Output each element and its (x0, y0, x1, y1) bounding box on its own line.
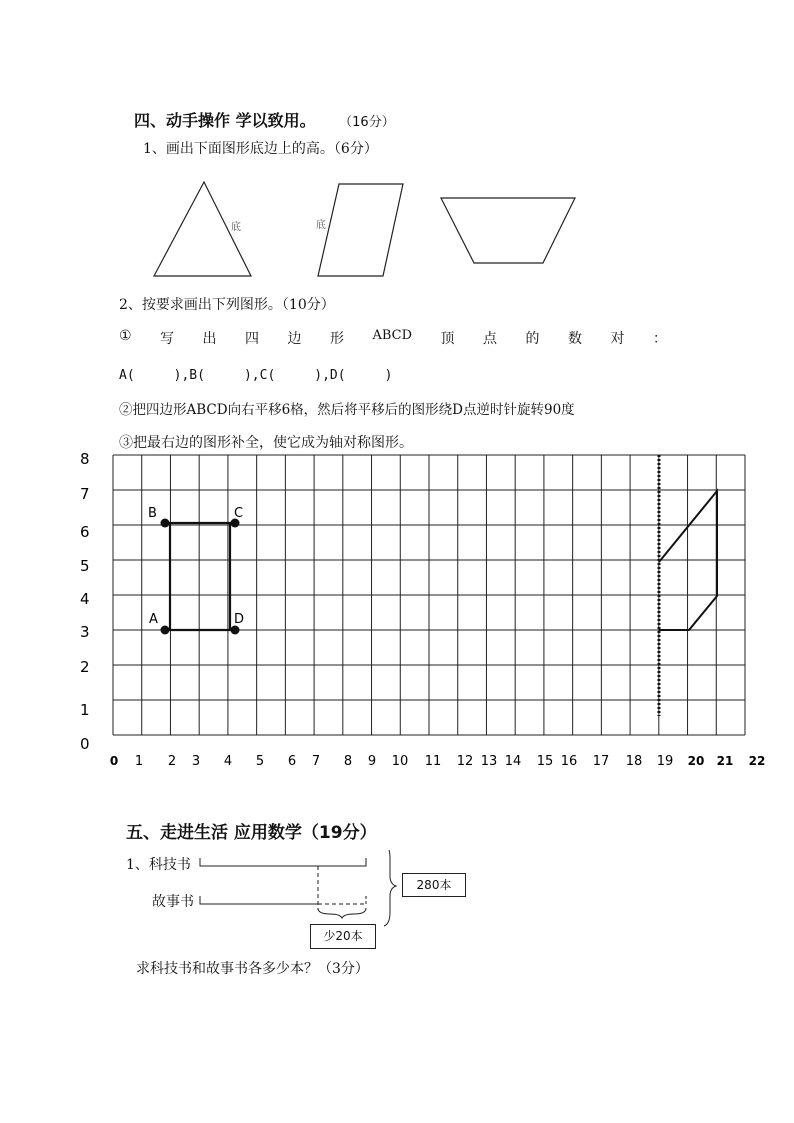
vertex-label-b: B (148, 506, 157, 521)
y-axis-label: 3 (80, 623, 90, 641)
total-brace (384, 850, 396, 926)
x-axis-label: 3 (191, 754, 201, 769)
section-4-title (134, 108, 395, 131)
coordinate-grid (0, 445, 794, 775)
section-4-title-text: 四、动手操作 学以致用。 (134, 111, 316, 130)
vertex-point (161, 519, 170, 528)
question-2-1-char: 数 (567, 331, 582, 347)
question-2-1-char: 形 (329, 331, 344, 347)
question-2: 2、按要求画出下列图形。（10分） (119, 297, 335, 313)
x-axis-label: 15 (536, 754, 554, 769)
x-axis-label: 16 (560, 754, 578, 769)
y-axis-label: 6 (80, 523, 90, 541)
x-axis-label: 20 (687, 754, 705, 768)
y-axis-label: 8 (80, 450, 90, 468)
x-axis-label: 6 (287, 754, 297, 769)
x-axis-label: 10 (391, 754, 409, 769)
question-2-1-char: ① (119, 328, 132, 344)
x-axis-label: 14 (504, 754, 522, 769)
question-2-1-answer: A( ),B( ),C( ),D( ) (119, 368, 393, 383)
y-axis-label: 0 (80, 735, 90, 753)
science-books-label: 1、科技书 (126, 857, 191, 873)
trapezoid-shape (441, 198, 575, 263)
parallelogram-shape (318, 184, 403, 276)
x-axis-label: 11 (424, 754, 442, 769)
x-axis-label: 19 (656, 754, 674, 769)
question-2-2: ②把四边形ABCD向右平移6格，然后将平移后的图形绕D点逆时针旋转90度 (119, 402, 575, 418)
y-axis-label: 4 (80, 590, 90, 608)
story-books-label: 故事书 (152, 894, 194, 910)
vertex-label-c: C (234, 506, 244, 521)
x-axis-label: 5 (255, 754, 265, 769)
question-1: 1、画出下面图形底边上的高。（6分） (143, 141, 378, 157)
science-books-bar (200, 858, 366, 866)
question-2-1-char: ： (652, 331, 667, 347)
question-2-1-char: 的 (525, 331, 540, 347)
x-axis-label: 13 (480, 754, 498, 769)
total-280-box: 280本 (402, 873, 466, 897)
triangle-base-label: 底 (231, 222, 241, 233)
question-2-1-char: 对 (610, 331, 625, 347)
x-axis-label: 21 (716, 754, 734, 768)
x-axis-label: 7 (311, 754, 321, 769)
vertex-label-d: D (234, 612, 245, 627)
question-2-3: ③把最右边的图形补全，使它成为轴对称图形。 (119, 435, 413, 451)
y-axis-label: 5 (80, 557, 90, 575)
x-axis-label: 1 (134, 754, 144, 769)
question-2-1-char: 四 (245, 331, 260, 347)
x-axis-label: 22 (748, 754, 766, 768)
question-2-1-char: 点 (483, 331, 497, 347)
parallelogram-base-label: 底 (316, 220, 326, 231)
x-axis-label: 9 (367, 754, 377, 769)
question-2-1-char: 顶 (440, 331, 455, 347)
x-axis-label: 2 (167, 754, 177, 769)
story-books-bar (200, 896, 318, 904)
section-5-title: 五、走进生活 应用数学（19分） (126, 823, 377, 843)
section-4-score: （16分） (339, 115, 395, 130)
question-2-1 (119, 328, 667, 348)
vertex-label-a: A (149, 612, 158, 627)
less-20-box: 少20本 (310, 924, 376, 949)
x-axis-label: 18 (625, 754, 643, 769)
less-brace (318, 908, 366, 918)
y-axis-label: 1 (80, 701, 90, 719)
y-axis-label: 7 (80, 485, 90, 503)
x-axis-label: 0 (109, 754, 119, 768)
line-diagram (0, 850, 794, 930)
question-2-1-char: 出 (202, 331, 217, 347)
x-axis-label: 4 (223, 754, 233, 769)
x-axis-label: 8 (343, 754, 353, 769)
question-1-shapes (0, 170, 794, 285)
vertex-point (161, 626, 170, 635)
x-axis-label: 12 (456, 754, 474, 769)
question-2-1-char: ABCD (372, 328, 413, 343)
question-2-1-char: 写 (160, 331, 175, 347)
question-2-1-char: 边 (287, 331, 302, 347)
x-axis-label: 17 (592, 754, 610, 769)
question-5-1: 求科技书和故事书各多少本？（3分） (136, 961, 369, 977)
quadrilateral-abcd (170, 523, 230, 630)
y-axis-label: 2 (80, 658, 90, 676)
